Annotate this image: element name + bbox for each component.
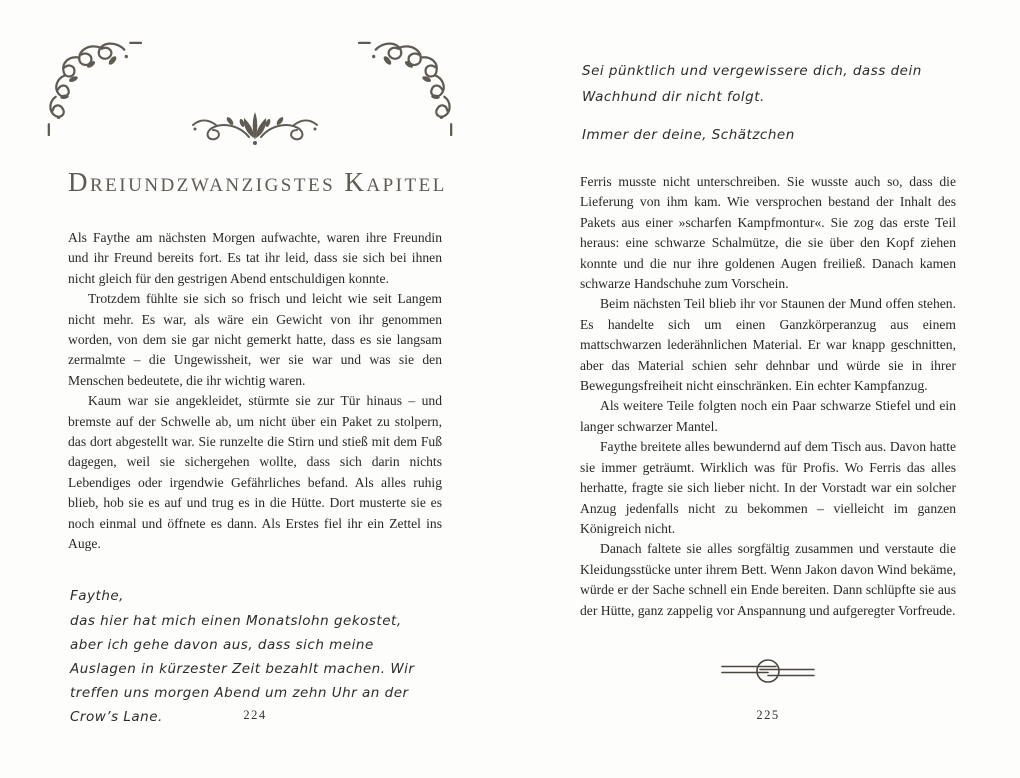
chapter-title: Dreiundzwanzigstes Kapitel — [68, 167, 447, 198]
right-page — [580, 0, 956, 778]
note-body: das hier hat mich einen Monatslohn gekostet, aber ich gehe davon aus, dass sich meine Auslagen in kürzester Zeit bezahlt machen. Wir treffen uns morgen Abend um zehn Uhr an der Crow’s Lane. — [70, 613, 415, 725]
floral-corner-flourish-icon — [40, 34, 142, 136]
page-number-right: 225 — [756, 708, 780, 722]
note-signoff: Immer der deine, Schätzchen — [582, 127, 795, 143]
right-page-body — [580, 172, 956, 621]
note-body: Sei pünktlich und vergewissere dich, dass dein Wachhund dir nicht folgt. — [582, 63, 922, 105]
paragraph: Ferris musste nicht unterschreiben. Sie wusste auch so, dass die Lieferung von ihm kam. Wie versprochen bestand der Inhalt des Pakets aus einer »scharfen Kampfmontur«. Sie zog das erste Teil heraus: eine schwarze Schalmütze, die sie über den Kopf ziehen konnte und die nur ihre goldenen Augen freiließ. Danach kamen schwarze Handschuhe zum Vorschein. — [580, 174, 956, 292]
scene-break-icon — [715, 654, 821, 688]
floral-corner-flourish-icon — [358, 34, 460, 136]
left-page — [68, 0, 447, 778]
paragraph: Danach faltete sie alles sorgfältig zusammen und verstaute die Kleidungsstücke unter ihrem Bett. Wenn Jakon davon Wind bekäme, würde er der Sache schnell ein Ende bereiten. Dann schlüpfte sie aus der Hütte, ganz zappelig vor Anspannung und aufgeregter Vorfreude. — [580, 541, 956, 618]
paragraph: Beim nächsten Teil blieb ihr vor Staunen der Mund offen stehen. Es handelte sich um einen Ganzkörperanzug aus einem mattschwarzen lederähnlichen Material. Er war knapp geschnitten, aber das Material schien sehr dehnbar und würde sie in ihrer Bewegungsfreiheit nicht einschränken. Ein echter Kampfanzug. — [580, 296, 956, 394]
paragraph: Als weitere Teile folgten noch ein Paar schwarze Stiefel und ein langer schwarzer Mantel. — [580, 398, 956, 434]
page-number-left: 224 — [243, 708, 267, 722]
floral-divider-icon — [190, 108, 320, 148]
paragraph: Kaum war sie angekleidet, stürmte sie zur Tür hinaus – und bremste auf der Schwelle ab, um nicht über ein Paket zu stolpern, das dort abgestellt war. Sie runzelte die Stirn und stieß mit dem Fuß dagegen, weil sie sichergehen wollte, dass sich darin nichts Lebendiges oder irgendwie Gefährliches befand. Als alles ruhig blieb, hob sie es auf und trug es in die Hütte. Dort musterte sie es noch einmal und öffnete es dann. Als Erstes fiel ihr ein Zettel ins Auge. — [68, 393, 442, 552]
paragraph: Als Faythe am nächsten Morgen aufwachte, waren ihre Freundin und ihr Freund bereits fort. Es tat ihr leid, dass sie sich bei ihnen nicht gleich für den gestrigen Abend entschuldigen konnte. — [68, 230, 442, 286]
paragraph: Trotzdem fühlte sie sich so frisch und leicht wie seit Langem nicht mehr. Es war, als wäre ein Gewicht von ihr genommen worden, von dem sie gar nicht gemerkt hatte, dass es sie langsam zermalmte – die Ungewissheit, wer sie war und was sie den Menschen bedeutete, die ihr wichtig waren. — [68, 291, 442, 388]
left-page-body — [68, 228, 442, 555]
paragraph: Faythe breitete alles bewundernd auf dem Tisch aus. Davon hatte sie immer geträumt. Wirklich was für Profis. Wo Ferris das alles herhatte, fragte sie sich lieber nicht. In der Vorstadt war ein solcher Anzug jedenfalls nicht zu bekommen – vielleicht im ganzen Königreich nicht. — [580, 439, 956, 536]
note-salutation: Faythe, — [70, 588, 124, 604]
handwritten-note-continuation — [582, 58, 934, 148]
